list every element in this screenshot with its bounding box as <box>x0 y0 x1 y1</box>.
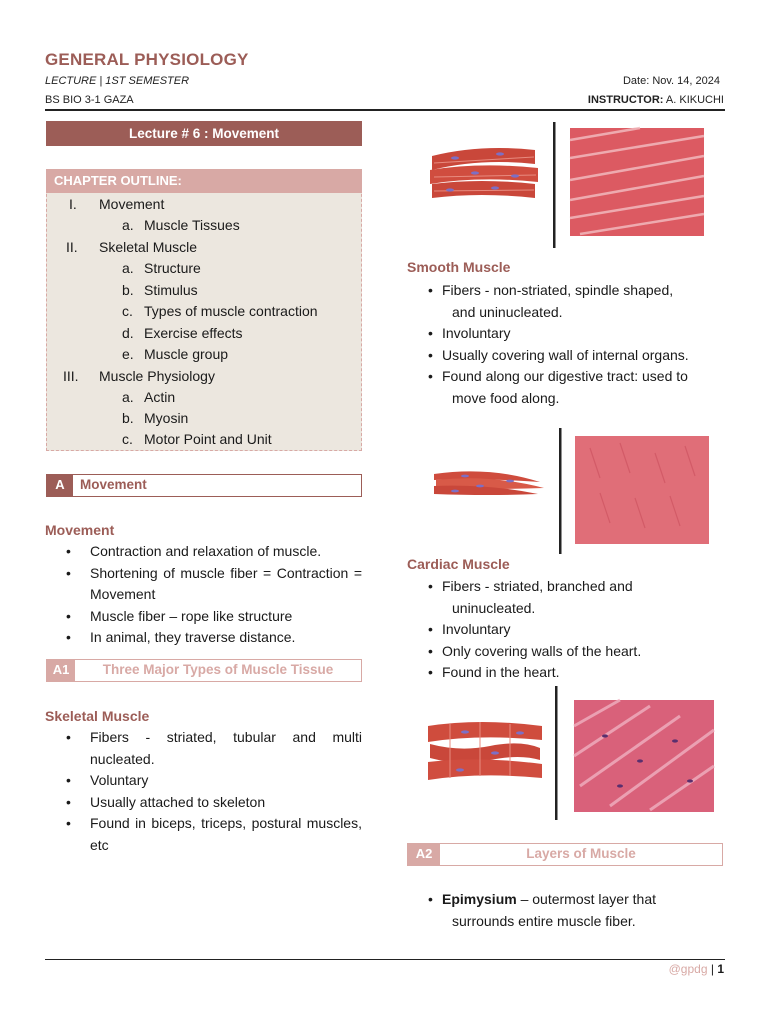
layer-definition-cont: surrounds entire muscle fiber. <box>452 912 636 929</box>
outline-num: a. <box>122 260 134 276</box>
bullet-dot: • <box>66 564 71 581</box>
lecture-date: Date: Nov. 14, 2024 <box>622 75 720 87</box>
outline-num: c. <box>122 431 133 447</box>
list-item <box>66 727 362 770</box>
outline-item: Types of muscle contraction <box>144 303 318 319</box>
list-item <box>428 619 728 641</box>
list-item <box>428 641 728 663</box>
bullet-dot: • <box>428 282 433 298</box>
list-item-continuation <box>428 598 728 620</box>
section-a-header <box>46 474 362 497</box>
list-item <box>66 606 362 628</box>
outline-item: Actin <box>144 389 176 405</box>
header-divider <box>45 109 725 111</box>
bullet-dot: • <box>428 325 433 341</box>
bullet-dot: • <box>428 578 433 594</box>
bullet-text: Involuntary <box>442 621 511 637</box>
bullet-text: Voluntary <box>90 772 149 788</box>
list-item <box>66 563 362 606</box>
movement-heading: Movement <box>45 522 115 538</box>
outline-num: II. <box>66 239 78 255</box>
bullet-dot: • <box>66 543 71 559</box>
section-a2-header <box>407 843 723 866</box>
skeletal-bullets <box>66 727 362 856</box>
outline-item: Movement <box>99 196 165 212</box>
outline-num: III. <box>63 368 79 384</box>
cardiac-micrograph <box>574 700 714 812</box>
bullet-dot: • <box>66 793 71 810</box>
bullet-dot: • <box>66 607 71 624</box>
list-item <box>66 770 362 792</box>
bullet-dot: • <box>428 346 433 363</box>
image-divider <box>555 686 558 820</box>
bullet-text: Contraction and relaxation of muscle. <box>90 543 322 559</box>
smooth-fiber-bundle <box>434 471 544 495</box>
section-a1-letter: A1 <box>47 660 75 681</box>
bullet-text: and uninucleated. <box>452 303 563 320</box>
smooth-bullets <box>428 280 728 409</box>
outline-num: e. <box>122 346 134 362</box>
outline-item: Muscle group <box>144 346 229 362</box>
bullet-text: Usually covering wall of internal organs. <box>442 346 689 363</box>
outline-num: d. <box>122 325 134 341</box>
list-item-continuation <box>428 388 728 410</box>
cardiac-heading: Cardiac Muscle <box>407 556 510 572</box>
bullet-text: In animal, they traverse distance. <box>90 629 296 645</box>
image-divider <box>559 428 562 554</box>
outline-item: Exercise effects <box>144 325 243 341</box>
skeletal-fiber-bundle <box>430 148 538 198</box>
chapter-outline-heading: CHAPTER OUTLINE: <box>46 169 362 193</box>
instructor-name: A. KIKUCHI <box>665 94 724 106</box>
class-section: BS BIO 3-1 GAZA <box>45 94 134 106</box>
cardiac-fiber-bundle <box>428 722 542 780</box>
section-a1-title: Three Major Types of Muscle Tissue <box>102 662 334 677</box>
footer <box>669 962 724 976</box>
list-item <box>428 323 728 345</box>
bullet-text: Muscle fiber – rope like structure <box>90 607 293 624</box>
list-item <box>66 627 362 649</box>
bullet-text: Fibers - striated, tubular and multi nucleated. <box>90 729 362 767</box>
instructor-label: INSTRUCTOR: <box>587 94 664 106</box>
skeletal-muscle-illustration <box>420 118 720 248</box>
document-title: GENERAL PHYSIOLOGY <box>45 50 249 69</box>
lecture-title-bar: Lecture # 6 : Movement <box>46 121 362 146</box>
list-item <box>428 345 728 367</box>
section-a2-letter: A2 <box>408 844 440 865</box>
bullet-text: Usually attached to skeleton <box>90 793 266 810</box>
bullet-text: Fibers - non-striated, spindle shaped, <box>442 282 674 298</box>
list-item <box>66 541 362 563</box>
skeletal-micrograph <box>570 128 704 236</box>
footer-handle: @gpdg <box>668 962 708 976</box>
outline-item: Structure <box>144 260 201 276</box>
bullet-dot: • <box>428 642 433 659</box>
section-a2-title: Layers of Muscle <box>526 846 636 861</box>
outline-num: I. <box>69 196 77 212</box>
section-a1-header <box>46 659 362 682</box>
outline-num: b. <box>122 282 134 298</box>
section-a-title: Movement <box>80 477 147 492</box>
page-number: 1 <box>717 962 724 976</box>
outline-num: a. <box>122 217 134 233</box>
bullet-text: Shortening of muscle fiber = Contraction = Movement <box>90 564 362 602</box>
bullet-dot: • <box>428 368 433 384</box>
list-item-continuation <box>428 911 728 933</box>
skeletal-heading: Skeletal Muscle <box>45 708 150 724</box>
outline-item: Muscle Tissues <box>144 217 240 233</box>
list-item-continuation <box>428 302 728 324</box>
outline-item: Myosin <box>144 410 189 426</box>
outline-item: Muscle Physiology <box>99 368 215 384</box>
instructor-line <box>588 94 724 106</box>
outline-num: c. <box>122 303 133 319</box>
list-item <box>66 813 362 856</box>
cardiac-muscle-illustration <box>420 686 720 822</box>
bullet-dot: • <box>428 664 433 680</box>
outline-num: a. <box>122 389 134 405</box>
smooth-heading: Smooth Muscle <box>407 259 511 275</box>
outline-item: Motor Point and Unit <box>144 431 272 447</box>
list-item <box>428 280 728 302</box>
section-a-letter: A <box>47 475 73 496</box>
outline-item: Stimulus <box>144 282 198 298</box>
bullet-dot: • <box>66 629 71 645</box>
bullet-text: Found in the heart. <box>442 664 560 680</box>
movement-bullets <box>66 541 362 649</box>
list-item <box>66 792 362 814</box>
image-divider <box>553 122 556 248</box>
bullet-text: Found along our digestive tract: used to <box>442 368 688 384</box>
list-item <box>428 366 728 388</box>
bullet-dot: • <box>66 772 71 788</box>
lecture-subtitle: LECTURE | 1ST SEMESTER <box>45 75 190 87</box>
bullet-text: Fibers - striated, branched and <box>442 578 633 594</box>
bullet-text: Involuntary <box>442 325 511 341</box>
smooth-muscle-illustration <box>420 428 720 556</box>
list-item <box>428 889 728 911</box>
layer-term: Epimysium <box>442 891 517 907</box>
list-item <box>428 576 728 598</box>
bullet-dot: • <box>66 815 71 831</box>
bullet-text: Found in biceps, triceps, postural muscles, etc <box>90 815 362 853</box>
bullet-text: move food along. <box>452 389 560 406</box>
smooth-micrograph <box>575 436 709 544</box>
layer-definition: – outermost layer that <box>516 891 656 907</box>
bullet-dot: • <box>428 621 433 637</box>
outline-item: Skeletal Muscle <box>99 239 198 255</box>
footer-divider <box>45 959 725 960</box>
cardiac-bullets <box>428 576 728 684</box>
bullet-text: Only covering walls of the heart. <box>442 642 642 659</box>
bullet-dot: • <box>428 891 433 907</box>
bullet-text: uninucleated. <box>452 599 536 616</box>
bullet-dot: • <box>66 729 71 745</box>
footer-separator: | <box>710 962 714 976</box>
layers-bullets <box>428 889 728 932</box>
outline-num: b. <box>122 410 134 426</box>
list-item <box>428 662 728 684</box>
